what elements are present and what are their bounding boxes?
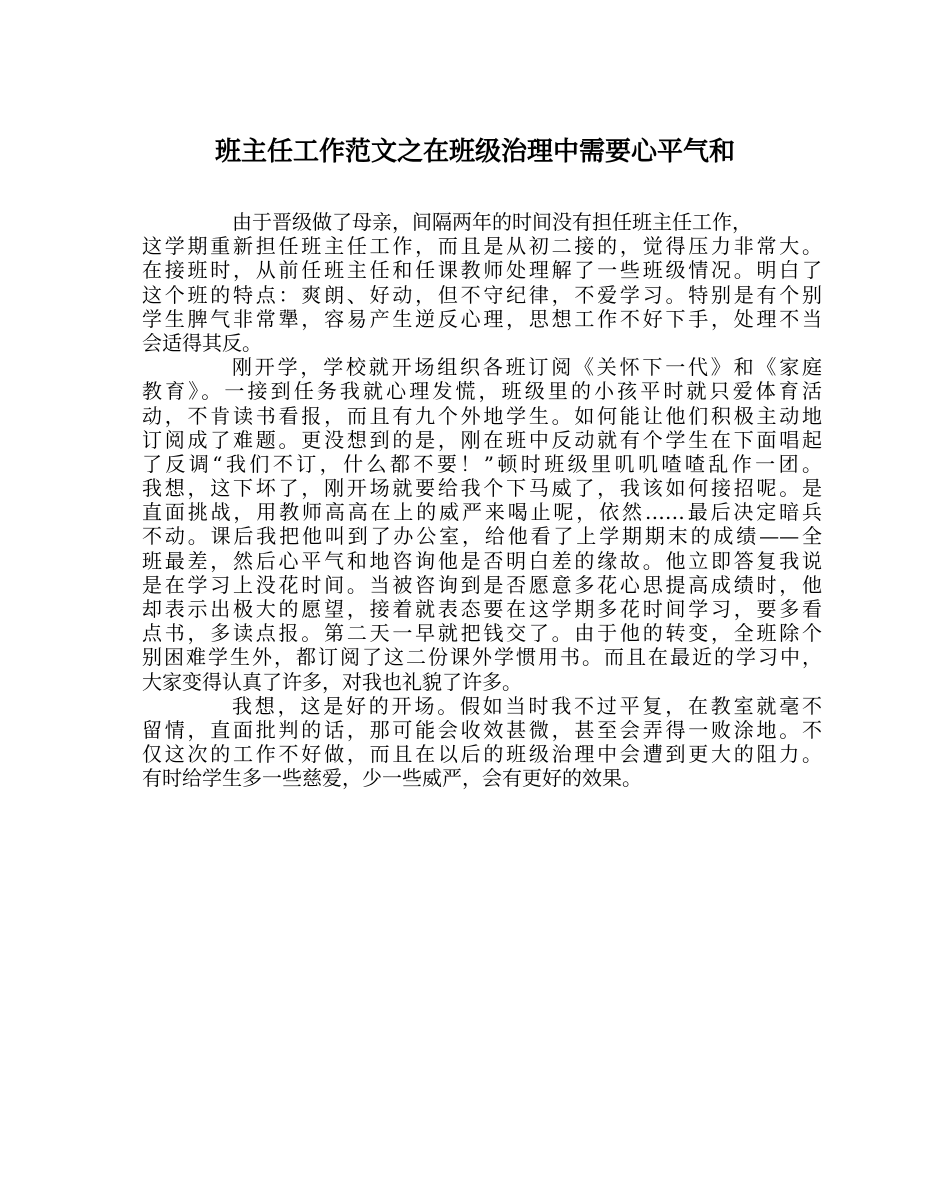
text-line: 不动。课后我把他叫到了办公室，给他看了上学期期末的成绩——全 <box>142 524 822 549</box>
text-line: 在接班时，从前任班主任和任课教师处理解了一些班级情况。明白了 <box>142 258 822 283</box>
paragraph-3 <box>142 694 822 791</box>
text-line: 别困难学生外，都订阅了这二份课外学惯用书。而且在最近的学习中， <box>142 645 822 670</box>
text-line: 由于晋级做了母亲，间隔两年的时间没有担任班主任工作， <box>232 210 752 234</box>
text-line: 动，不肯读书看报，而且有九个外地学生。如何能让他们积极主动地 <box>142 403 822 428</box>
text-line: 我想，这下坏了，刚开场就要给我个下马威了，我该如何接招呢。是 <box>142 476 822 501</box>
text-line: 是在学习上没花时间。当被咨询到是否愿意多花心思提高成绩时，他 <box>142 572 822 597</box>
text-line: 这个班的特点：爽朗、好动，但不守纪律，不爱学习。特别是有个别 <box>142 282 822 307</box>
text-line: 直面挑战，用教师高高在上的威严来喝止呢，依然……最后决定暗兵 <box>142 500 822 525</box>
document-title: 班主任工作范文之在班级治理中需要心平气和 <box>214 137 735 167</box>
text-line: 班最差，然后心平气和地咨询他是否明白差的缘故。他立即答复我说 <box>142 548 822 573</box>
text-line: 却表示出极大的愿望，接着就表态要在这学期多花时间学习，要多看 <box>142 597 822 621</box>
text-line: 这学期重新担任班主任工作，而且是从初二接的，觉得压力非常大。 <box>142 234 822 259</box>
text-line: 有时给学生多一些慈爱，少一些威严，会有更好的效果。 <box>142 766 642 791</box>
text-line: 我想，这是好的开场。假如当时我不过平复，在教室就毫不 <box>232 693 822 718</box>
text-line: 订阅成了难题。更没想到的是，刚在班中反动就有个学生在下面唱起 <box>142 427 822 452</box>
paragraph-2 <box>142 355 822 694</box>
text-line: 了反调“我们不订，什么都不要！”顿时班级里叽叽喳喳乱作一团。 <box>142 451 822 476</box>
paragraph-1 <box>142 210 822 355</box>
text-line: 大家变得认真了许多，对我也礼貌了许多。 <box>142 669 522 694</box>
text-line: 会适得其反。 <box>142 330 262 355</box>
text-line: 学生脾气非常犟，容易产生逆反心理，思想工作不好下手，处理不当 <box>142 306 822 331</box>
text-line: 仅这次的工作不好做，而且在以后的班级治理中会遭到更大的阻力。 <box>142 742 822 767</box>
document-body <box>142 210 822 791</box>
text-line: 点书，多读点报。第二天一早就把钱交了。由于他的转变，全班除个 <box>142 621 822 646</box>
text-line: 留情，直面批判的话，那可能会收效甚微，甚至会弄得一败涂地。不 <box>142 717 822 742</box>
text-line: 教育》。一接到任务我就心理发慌，班级里的小孩平时就只爱体育活 <box>142 379 822 404</box>
text-line: 刚开学，学校就开场组织各班订阅《关怀下一代》和《家庭 <box>232 355 822 380</box>
